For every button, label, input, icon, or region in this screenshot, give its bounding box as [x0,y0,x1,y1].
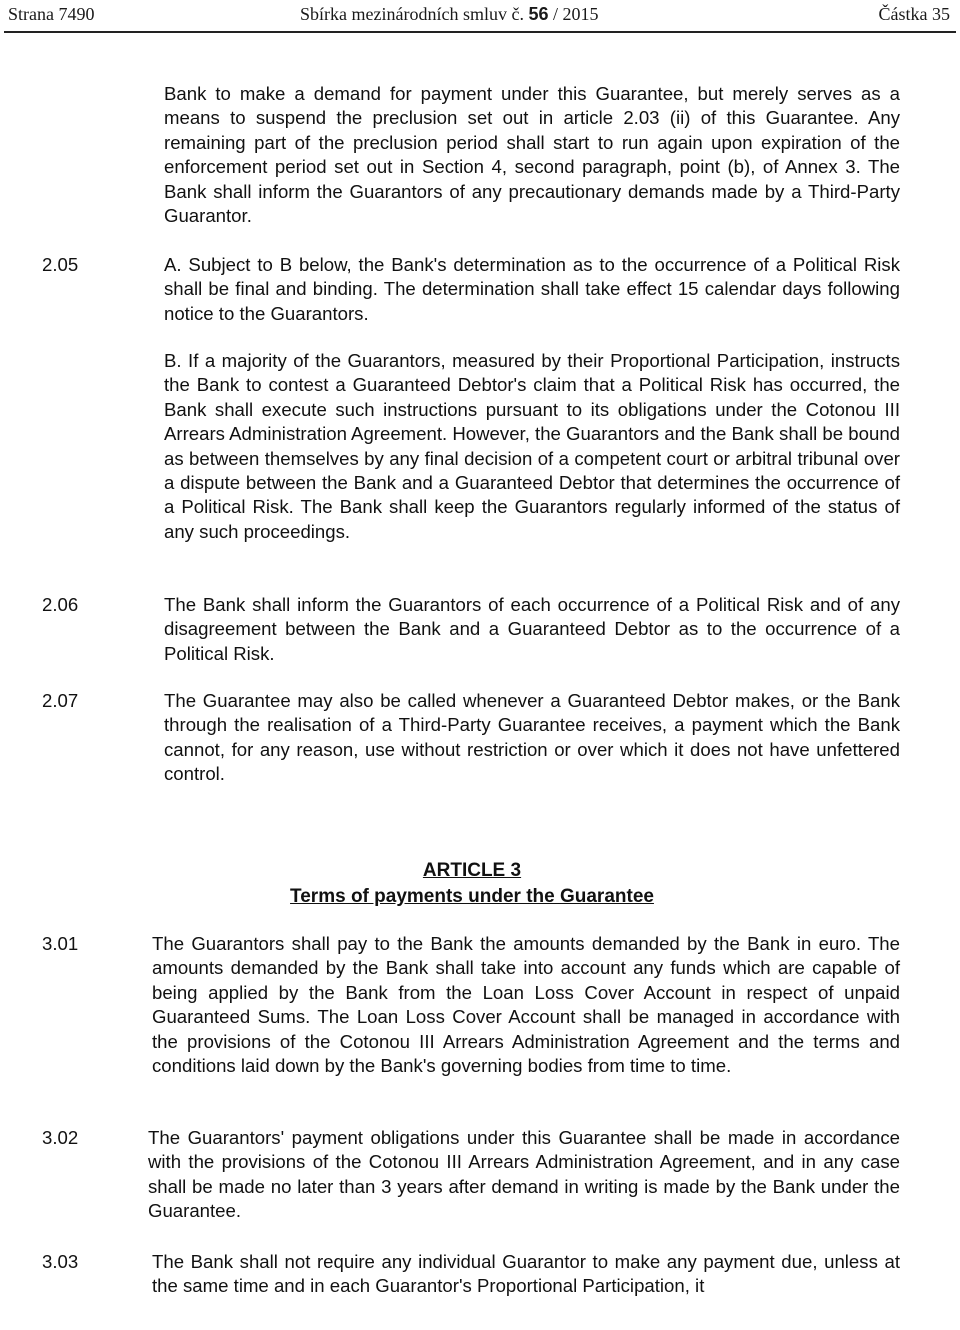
collection-title-prefix: Sbírka mezinárodních smluv č. [300,4,524,24]
page-header [0,0,960,32]
article-subheading: Terms of payments under the Guarantee [290,886,654,907]
section-paragraph: The Bank shall not require any individual Guarantor to make any payment due, unless at the same time and in each Guarantor's Proportional Participation, it [152,1251,900,1297]
section-paragraph: The Guarantors' payment obligations under this Guarantee shall be made in accordance with the provisions of the Cotonou III Arrears Administration Agreement, and in any case shall be made no later than 3 years after demand in writing is made by the Bank under the Guarantee. [148,1127,900,1222]
header-rule [4,31,956,33]
section-number: 2.06 [42,594,79,615]
section-number: 2.07 [42,690,79,711]
collection-year: / 2015 [552,4,599,24]
section-paragraph: The Bank shall inform the Guarantors of each occurrence of a Political Risk and of any disagreement between the Bank and a Guaranteed Debtor as to the occurrence of a Political Risk. [164,594,900,664]
section-number: 3.03 [42,1251,79,1272]
section-number: 2.05 [42,254,79,275]
section-number: 3.01 [42,933,79,954]
page-number: Strana 7490 [8,4,95,24]
issue-number: Částka 35 [878,4,950,24]
continuation-paragraph: Bank to make a demand for payment under this Guarantee, but merely serves as a means to suspend the preclusion set out in article 2.03 (ii) of this Guarantee. Any remaining part of the preclusion period shall start to run again upon expiration of the enforcement period set out in Section 4, second paragraph, point (b), of Annex 3. The Bank shall inform the Guarantors of any precautionary demands made by a Third-Party Guarantor. [164,83,900,227]
section-paragraph: B. If a majority of the Guarantors, measured by their Proportional Participation, instructs the Bank to contest a Guaranteed Debtor's claim that a Political Risk has occurred, the Bank shall execute such instructions pursuant to its obligations under the Cotonou III Arrears Administration Agreement. However, the Guarantors and the Bank shall be bound as between themselves by any final decision of a competent court or arbitral tribunal over a dispute between the Bank and a Guaranteed Debtor that determines the occurrence of a Political Risk. The Bank shall keep the Guarantors regularly informed of the status of any such proceedings. [164,350,900,542]
section-paragraph: The Guarantors shall pay to the Bank the amounts demanded by the Bank in euro. The amounts demanded by the Bank shall take into account any funds which are capable of being applied by the Bank from the Loan Loss Cover Account in respect of unpaid Guaranteed Sums. The Loan Loss Cover Account shall be managed in accordance with the provisions of the Cotonou III Arrears Administration Agreement and the terms and conditions laid down by the Bank's governing bodies from time to time. [152,933,900,1077]
section-number: 3.02 [42,1127,79,1148]
section-paragraph: A. Subject to B below, the Bank's determination as to the occurrence of a Political Risk shall be final and binding. The determination shall take effect 15 calendar days following notice to the Guarantors. [164,254,900,324]
section-paragraph: The Guarantee may also be called whenever a Guaranteed Debtor makes, or the Bank through the realisation of a Third-Party Guarantee receives, a payment which the Bank cannot, for any reason, use without restriction or over which it does not have unfettered control. [164,690,900,785]
article-heading: ARTICLE 3 [422,860,522,881]
collection-number: 56 [528,4,549,24]
collection-title [300,4,599,25]
